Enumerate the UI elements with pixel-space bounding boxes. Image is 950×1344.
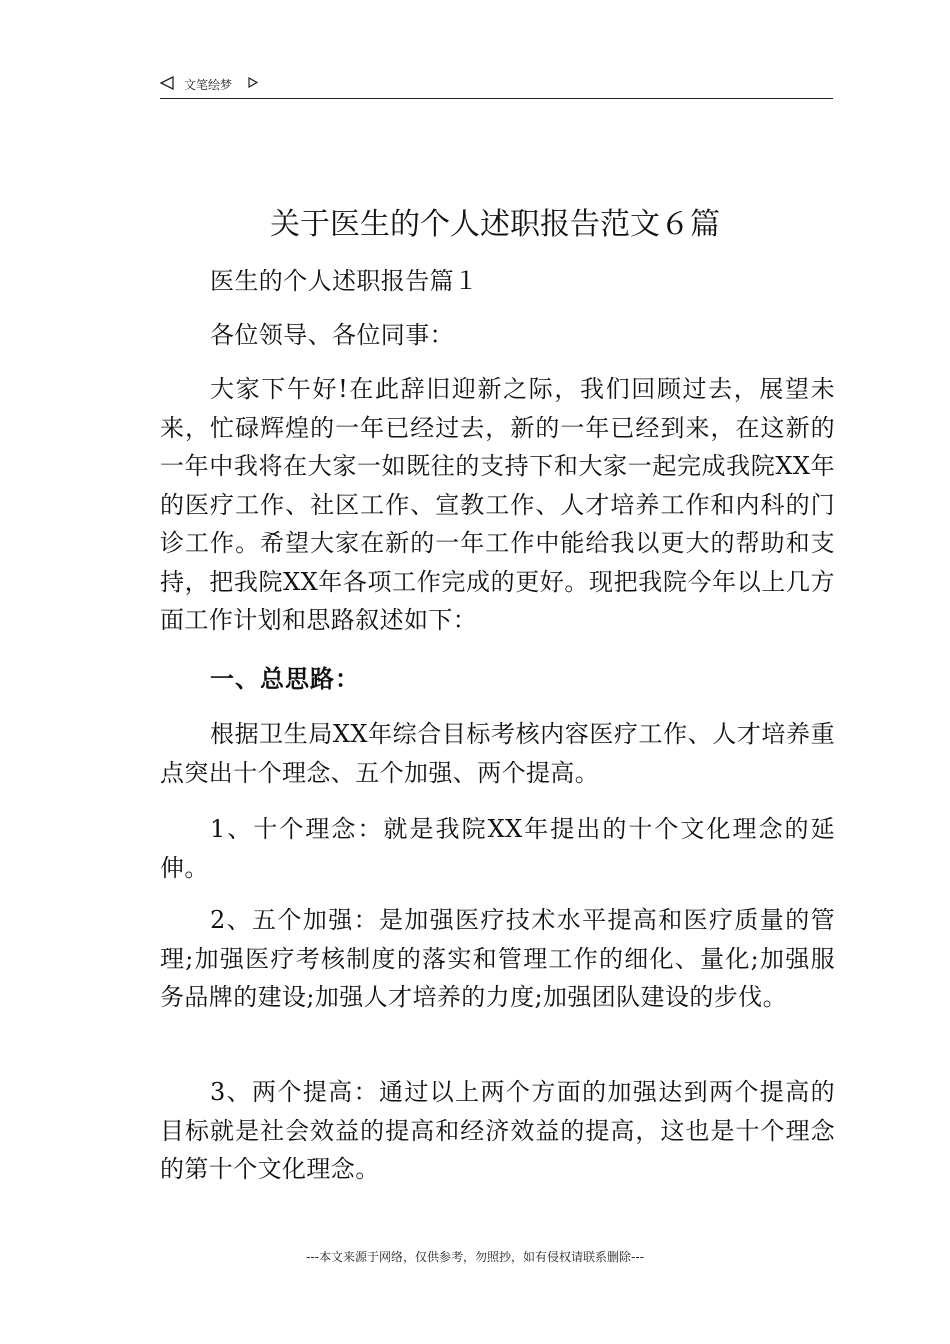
footer-notice: ---本文来源于网络，仅供参考，勿照抄，如有侵权请联系删除--- [306,1250,644,1264]
header-brand: 文笔绘梦 [184,78,233,92]
salutation: 各位领导、各位同事： [210,321,454,349]
triangle-left-outline-icon [160,76,174,90]
section-paragraph-five-strengthen: 2、五个加强：是加强医疗技术水平提高和医疗质量的管理;加强医疗考核制度的落实和管理工作的细化、量化;加强服务品牌的建设;加强人才培养的力度;加强团队建设的步伐。 [160,906,835,1011]
document-title: 关于医生的个人述职报告范文６篇 [270,207,720,242]
section-paragraph-overview: 根据卫生局XX年综合目标考核内容医疗工作、人才培养重点突出十个理念、五个加强、两个提高。 [160,720,835,787]
section-paragraph-ten-concepts: 1、十个理念：就是我院XX年提出的十个文化理念的延伸。 [160,815,835,882]
page-header [160,74,833,99]
intro-paragraph: 大家下午好!在此辞旧迎新之际，我们回顾过去，展望未来，忙碌辉煌的一年已经过去，新的一年已经到来，在这新的一年中我将在大家一如既往的支持下和大家一起完成我院XX年的医疗工作、社区工作、宣教工作、人才培养工作和内科的门诊工作。希望大家在新的一年工作中能给我以更大的帮助和支持，把我院XX年各项工作完成的更好。现把我院今年以上几方面工作计划和思路叙述如下： [160,375,835,634]
triangle-right-outline-icon [248,77,258,88]
section-heading: 一、总思路： [210,665,360,693]
document-subtitle: 医生的个人述职报告篇１ [210,267,479,295]
section-paragraph-two-improve: 3、两个提高：通过以上两个方面的加强达到两个提高的目标就是社会效益的提高和经济效益的提高，这也是十个理念的第十个文化理念。 [160,1078,835,1183]
